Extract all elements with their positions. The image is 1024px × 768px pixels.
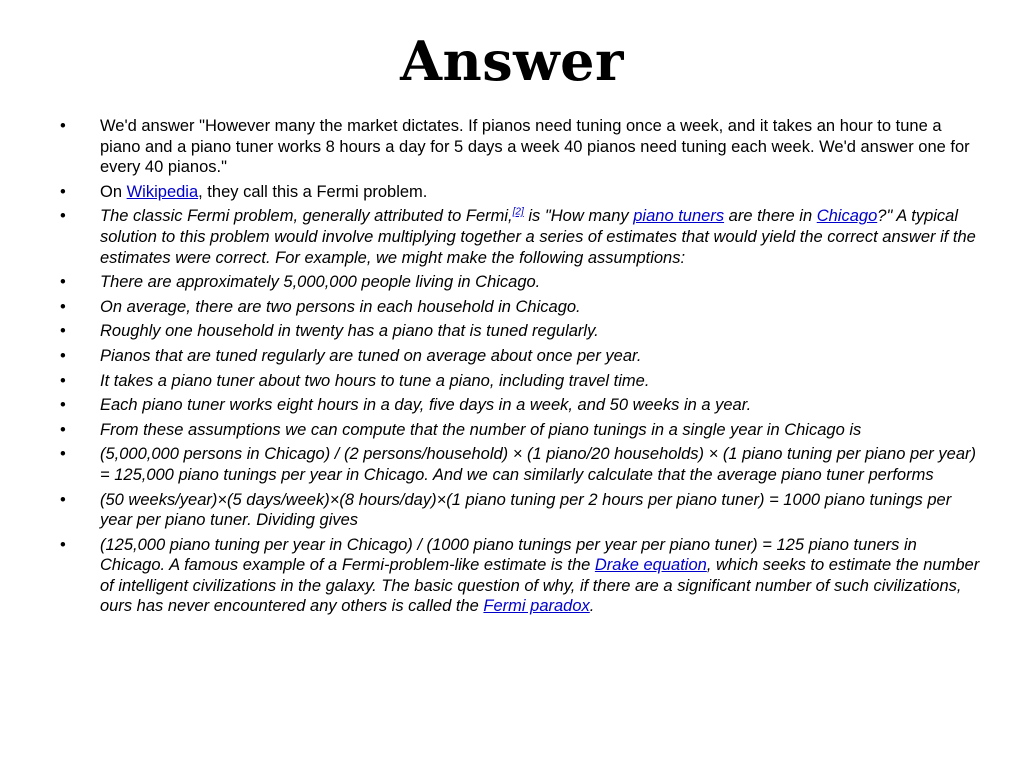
bullet-text [100,183,427,201]
bullet-marker: • [60,420,66,439]
citation-link[interactable]: [2] [512,206,524,218]
text-segment: The classic Fermi problem, generally attributed to Fermi, [100,207,513,226]
text-segment: . [589,597,595,616]
bullet-text [100,536,979,616]
bullet-marker: • [60,346,66,365]
bullet-item [60,535,980,617]
bullet-item [60,206,980,268]
chicago-link[interactable]: Chicago [816,207,878,226]
bullet-text: Roughly one household in twenty has a piano that is tuned regularly. [100,322,599,341]
text-segment: are there in [724,207,817,226]
bullet-text: It takes a piano tuner about two hours to tune a piano, including travel time. [100,371,650,390]
bullet-text: There are approximately 5,000,000 people living in Chicago. [100,273,541,292]
bullet-item [60,346,980,367]
text-segment: is "How many [523,207,634,226]
bullet-item [60,272,980,293]
bullet-marker: • [60,396,66,415]
bullet-text: (5,000,000 persons in Chicago) / (2 persons/household) × (1 piano/20 households) × (1 piano tuning per piano per year) = 125,000 piano tunings per year in Chicago. And we can similarly calculate that the average piano tuner performs [100,445,976,484]
slide-title: Answer [400,29,624,93]
bullet-item [60,444,980,485]
bullet-text: From these assumptions we can compute that the number of piano tunings in a single year in Chicago is [100,420,862,439]
bullet-item [60,490,980,531]
bullet-text: On average, there are two persons in each household in Chicago. [100,297,581,316]
bullet-item [60,371,980,392]
bullet-text: We'd answer "However many the market dictates. If pianos need tuning once a week, and it takes an hour to tune a piano and a piano tuner works 8 hours a day for 5 days a week 40 pianos need tuning each week. We'd answer one for every 40 pianos." [100,117,970,177]
text-segment: ?" A typical solution to this problem would involve multiplying together a series of estimates that would yield the correct answer if the estimates were correct. For example, we might make the following assumptions: [100,207,976,267]
bullet-list [60,116,980,621]
bullet-item [60,297,980,318]
fermi-paradox-link[interactable]: Fermi paradox [483,597,590,616]
piano-tuners-link[interactable]: piano tuners [633,207,725,226]
bullet-item [60,420,980,441]
text-segment: On [100,182,127,201]
drake-equation-link[interactable]: Drake equation [594,556,707,575]
bullet-marker: • [60,535,66,554]
bullet-text: (50 weeks/year)×(5 days/week)×(8 hours/day)×(1 piano tuning per 2 hours per piano tuner) = 1000 piano tunings per year per piano tuner. Dividing gives [100,490,952,530]
bullet-marker: • [60,371,66,390]
bullet-marker: • [60,297,66,316]
bullet-marker: • [60,207,66,226]
bullet-item [60,321,980,342]
bullet-marker: • [60,273,66,292]
bullet-text: Pianos that are tuned regularly are tuned on average about once per year. [100,346,642,365]
bullet-marker: • [60,445,66,464]
bullet-item [60,395,980,416]
bullet-marker: • [60,117,66,135]
bullet-marker: • [60,490,66,509]
text-segment: , which seeks to estimate the number of intelligent civilizations in the galaxy. The basic question of why, if there are a significant number of such civilizations, ours has never encountered any others is called the [100,556,980,616]
bullet-item [60,116,980,178]
bullet-item [60,182,980,203]
bullet-text: Each piano tuner works eight hours in a day, five days in a week, and 50 weeks in a year. [100,396,752,415]
text-segment: (125,000 piano tuning per year in Chicago) / (1000 piano tunings per year per piano tuner) = 125 piano tuners in Chicago. A famous example of a Fermi-problem-like estimate is the [100,535,917,575]
text-segment: , they call this a Fermi problem. [198,182,428,201]
bullet-text [100,207,976,266]
bullet-marker: • [60,182,66,201]
wikipedia-link[interactable]: Wikipedia [126,182,199,201]
bullet-marker: • [60,322,66,341]
